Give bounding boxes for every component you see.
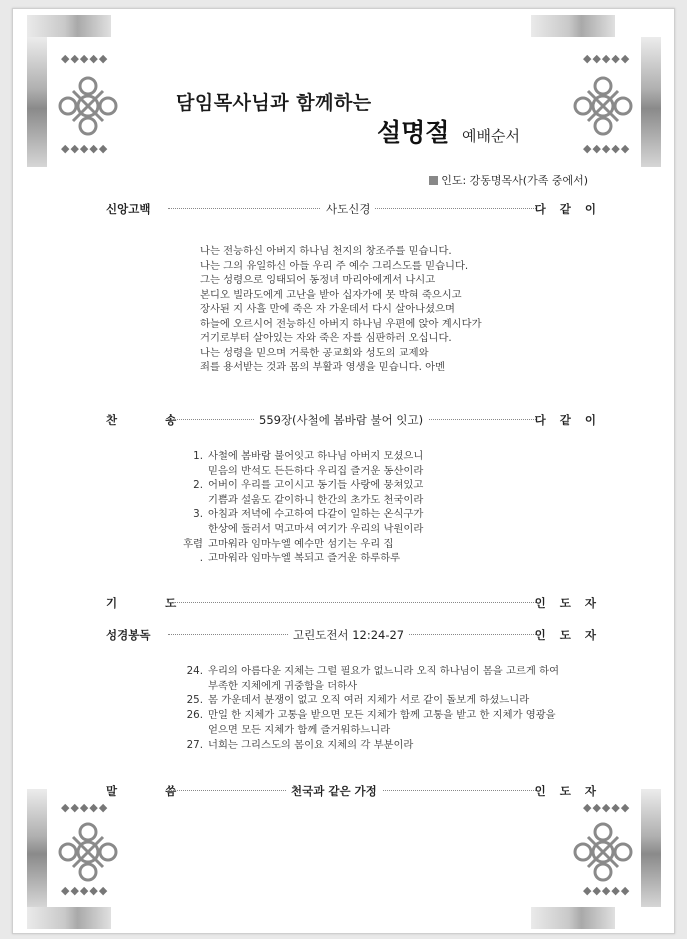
creed-text — [200, 244, 482, 375]
verse-text: 만일 한 지체가 고통을 받으면 모든 지체가 함께 고통을 받고 한 지체가 영광을 — [208, 709, 556, 722]
order-title: 천국과 같은 가정 — [286, 783, 382, 799]
verse-number: 27. — [186, 738, 203, 751]
leader-text: 인도: 강동명목사(가족 중에서) — [441, 174, 588, 187]
hymn-line — [173, 478, 423, 493]
verse-text: 믿음의 반석도 든든하다 우리집 즐거운 동산이라 — [208, 464, 424, 477]
title-line1: 담임목사님과 함께하는 — [176, 92, 372, 114]
square-bullet-icon — [429, 176, 438, 185]
celtic-knot-icon — [568, 817, 638, 887]
order-label: 성경봉독 — [106, 628, 151, 642]
order-performer: 인 도 자 — [534, 784, 601, 798]
order-title: 사도신경 — [321, 201, 375, 217]
hymn-line — [173, 449, 423, 464]
leader-dots — [168, 602, 536, 603]
verse-number: 24. — [186, 665, 203, 677]
hymn-line — [173, 537, 423, 552]
verse-number: 3. — [193, 508, 203, 521]
verse-text: 우리의 아름다운 지체는 그럴 필요가 없느니라 오직 하나님이 몸을 고르게 하여 — [208, 665, 560, 677]
corner-band — [641, 37, 661, 167]
verse-number: 1. — [193, 450, 203, 462]
hymn-lyrics — [173, 449, 423, 566]
scripture-line — [173, 738, 559, 753]
verse-text: 한상에 둘러서 먹고마셔 여기가 우리의 낙원이라 — [208, 522, 424, 535]
corner-band — [641, 789, 661, 907]
corner-band — [27, 789, 47, 907]
scripture-line — [173, 664, 559, 679]
order-label: 찬 송 — [106, 413, 199, 427]
diamond-ornament: ◆◆◆◆◆ — [61, 142, 109, 155]
order-label: 기 도 — [106, 596, 199, 610]
verse-text: 고마워라 임마누엘 복되고 즐거운 하루하루 — [208, 552, 401, 565]
creed-line: 본디오 빌라도에게 고난을 받아 십자가에 못 박혀 죽으시고 — [200, 288, 462, 301]
order-label: 말 씀 — [106, 784, 199, 798]
title-suffix: 예배순서 — [462, 127, 520, 145]
hymn-line — [173, 507, 423, 522]
scripture-line — [173, 723, 559, 738]
verse-text: 몸 가운데서 분쟁이 없고 오직 여러 지체가 서로 같이 돌보게 하셨느니라 — [208, 694, 530, 707]
corner-band — [27, 907, 111, 929]
corner-band — [27, 37, 47, 167]
creed-line: 죄를 용서받는 것과 몸의 부활과 영생을 믿습니다. 아멘 — [200, 361, 446, 373]
verse-text: 사철에 봄바람 불어잇고 하나님 아버지 모셨으니 — [208, 450, 424, 462]
verse-text: 너희는 그리스도의 몸이요 지체의 각 부분이라 — [208, 738, 414, 751]
diamond-ornament: ◆◆◆◆◆ — [583, 801, 631, 814]
creed-line: 나는 그의 유일하신 아들 우리 주 예수 그리스도를 믿습니다. — [200, 259, 469, 272]
diamond-ornament: ◆◆◆◆◆ — [583, 884, 631, 897]
creed-line: 하늘에 오르시어 전능하신 아버지 하나님 우편에 앉아 계시다가 — [200, 317, 482, 330]
verse-number: 25. — [186, 694, 203, 707]
verse-text: 기쁨과 설움도 같이하니 한간의 초가도 천국이라 — [208, 493, 424, 506]
order-item-prayer — [106, 595, 601, 611]
corner-band — [531, 15, 615, 37]
diamond-ornament: ◆◆◆◆◆ — [583, 142, 631, 155]
order-item-hymn — [106, 412, 601, 428]
creed-line: 나는 성령을 믿으며 거룩한 공교회와 성도의 교제와 — [200, 346, 429, 359]
hymn-line — [173, 464, 423, 479]
order-performer: 인 도 자 — [534, 596, 601, 610]
order-item-creed — [106, 201, 601, 217]
verse-text: 어버이 우리를 고이시고 동기들 사랑에 뭉쳐있고 — [208, 479, 424, 492]
order-title: 고린도전서 12:24-27 — [288, 627, 409, 643]
creed-line: 거기로부터 살아있는 자와 죽은 자를 심판하러 오십니다. — [200, 332, 452, 344]
creed-line: 나는 전능하신 아버지 하나님 천지의 창조주를 믿습니다. — [200, 245, 452, 257]
order-item-sermon — [106, 783, 601, 799]
order-performer: 다 같 이 — [534, 413, 601, 427]
diamond-ornament: ◆◆◆◆◆ — [61, 884, 109, 897]
title-main: 설명절 — [377, 118, 450, 147]
corner-band — [27, 15, 111, 37]
order-item-scripture — [106, 627, 601, 643]
leader-note — [429, 172, 588, 188]
order-performer: 다 같 이 — [534, 202, 601, 216]
creed-line: 장사된 지 사흘 만에 죽은 자 가운데서 다시 살아나셨으며 — [200, 303, 455, 315]
order-title: 559장(사철에 봄바람 불어 잇고) — [254, 412, 428, 428]
verse-number: 2. — [193, 479, 203, 492]
hymn-line — [173, 493, 423, 508]
verse-number: 후렴 — [183, 537, 203, 550]
celtic-knot-icon — [568, 71, 638, 141]
diamond-ornament: ◆◆◆◆◆ — [583, 52, 631, 65]
creed-line: 그는 성령으로 잉태되어 동정녀 마리아에게서 나시고 — [200, 274, 436, 286]
corner-band — [531, 907, 615, 929]
verse-text: 얻으면 모든 지체가 함께 즐거워하느니라 — [208, 723, 391, 736]
verse-text: 고마워라 임마누엘 예수만 섬기는 우리 집 — [208, 537, 394, 550]
celtic-knot-icon — [53, 817, 123, 887]
verse-text: 아침과 저녁에 수고하여 다같이 일하는 온식구가 — [208, 508, 424, 521]
verse-number: 26. — [186, 709, 203, 722]
bulletin-page — [12, 8, 675, 934]
order-label: 신앙고백 — [106, 202, 151, 216]
hymn-line — [173, 522, 423, 537]
scripture-text — [173, 664, 559, 752]
diamond-ornament: ◆◆◆◆◆ — [61, 801, 109, 814]
scripture-line — [173, 679, 559, 694]
celtic-knot-icon — [53, 71, 123, 141]
scripture-line — [173, 693, 559, 708]
diamond-ornament: ◆◆◆◆◆ — [61, 52, 109, 65]
verse-number: . — [199, 552, 203, 565]
scripture-line — [173, 708, 559, 723]
hymn-line — [173, 551, 423, 566]
verse-text: 부족한 지체에게 귀중함을 더하사 — [208, 679, 358, 692]
order-performer: 인 도 자 — [534, 628, 601, 642]
